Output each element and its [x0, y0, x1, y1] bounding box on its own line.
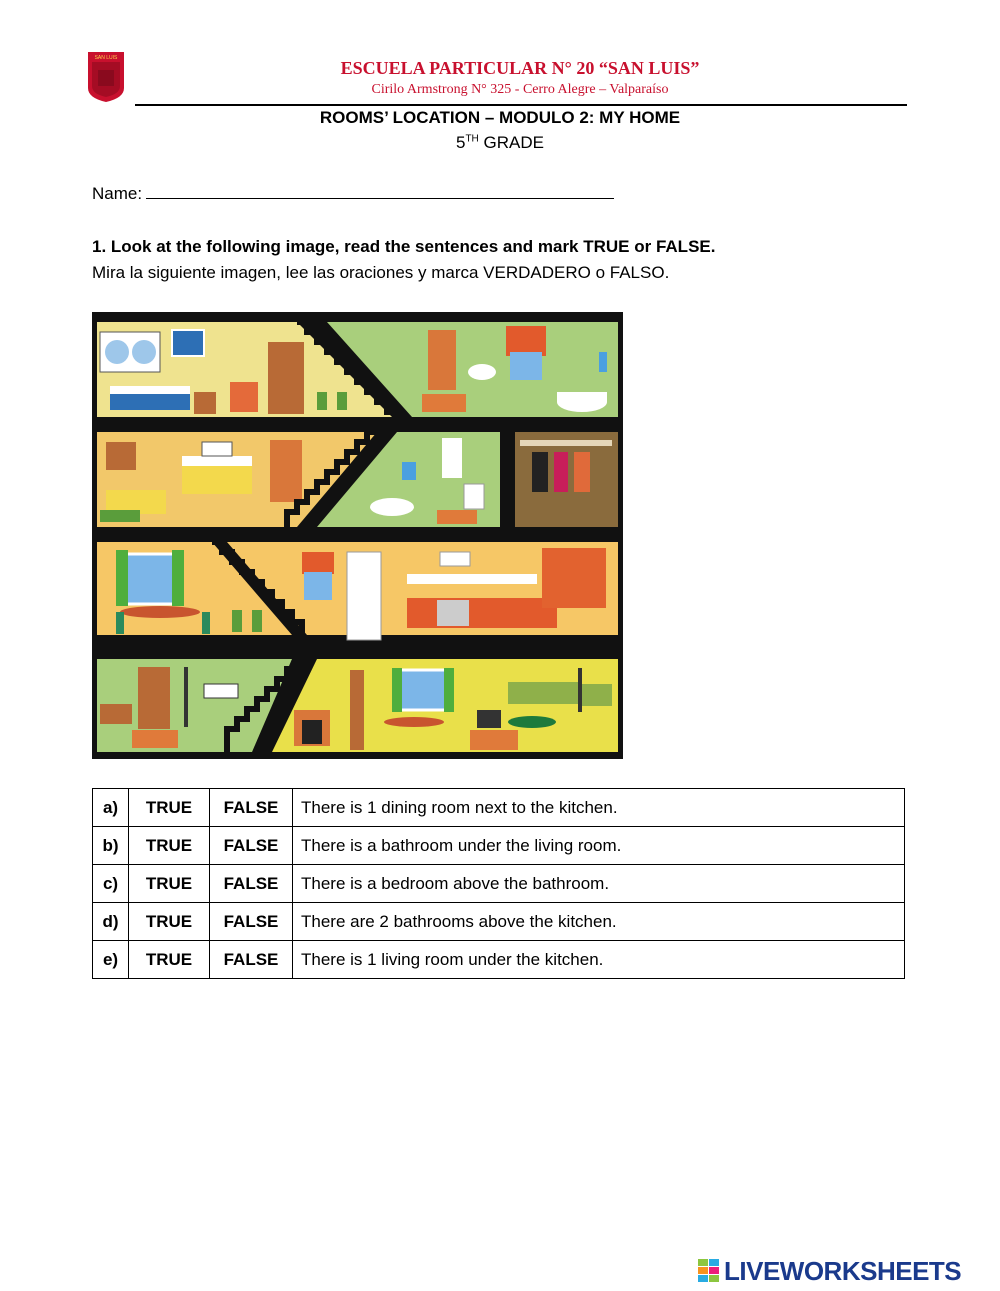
school-name: ESCUELA PARTICULAR N° 20 “SAN LUIS”	[340, 58, 700, 78]
table-row	[93, 903, 905, 941]
false-option[interactable]: FALSE	[210, 941, 293, 979]
grade-level	[150, 133, 850, 153]
true-option[interactable]: TRUE	[129, 941, 210, 979]
row-letter: d)	[93, 903, 129, 941]
header-divider	[135, 104, 907, 106]
brand-cubes-icon	[698, 1259, 720, 1283]
house-illustration	[92, 312, 623, 759]
false-option[interactable]: FALSE	[210, 827, 293, 865]
true-option[interactable]: TRUE	[129, 903, 210, 941]
grade-word: GRADE	[483, 133, 544, 152]
false-option[interactable]: FALSE	[210, 865, 293, 903]
true-false-table	[92, 788, 905, 979]
statement-text: There are 2 bathrooms above the kitchen.	[293, 903, 905, 941]
name-label: Name:	[92, 184, 143, 203]
table-row	[93, 865, 905, 903]
table-row	[93, 827, 905, 865]
grade-number: 5	[455, 133, 466, 152]
table-row	[93, 941, 905, 979]
true-option[interactable]: TRUE	[129, 789, 210, 827]
question-instruction-english: 1. Look at the following image, read the sentences and mark TRUE or FALSE.	[92, 237, 716, 256]
svg-text:SAN LUIS: SAN LUIS	[94, 55, 118, 61]
school-logo	[86, 50, 126, 104]
false-option[interactable]: FALSE	[210, 789, 293, 827]
school-address: Cirilo Armstrong N° 325 - Cerro Alegre – Valparaíso	[371, 82, 669, 97]
false-option[interactable]: FALSE	[210, 903, 293, 941]
question-instruction-spanish: Mira la siguiente imagen, lee las oraciones y marca VERDADERO o FALSO.	[92, 263, 670, 282]
page-title: ROOMS’ LOCATION – MODULO 2: MY HOME	[319, 108, 681, 127]
name-field	[92, 184, 614, 204]
statement-text: There is 1 dining room next to the kitchen.	[293, 789, 905, 827]
row-letter: a)	[93, 789, 129, 827]
row-letter: b)	[93, 827, 129, 865]
liveworksheets-logo	[698, 1256, 961, 1286]
true-option[interactable]: TRUE	[129, 827, 210, 865]
row-letter: e)	[93, 941, 129, 979]
statement-text: There is a bedroom above the bathroom.	[293, 865, 905, 903]
grade-suffix: TH	[465, 133, 479, 145]
row-letter: c)	[93, 865, 129, 903]
statement-text: There is 1 living room under the kitchen.	[293, 941, 905, 979]
true-option[interactable]: TRUE	[129, 865, 210, 903]
brand-name: LIVEWORKSHEETS	[724, 1256, 962, 1286]
name-input-line[interactable]	[146, 184, 614, 199]
statement-text: There is a bathroom under the living room.	[293, 827, 905, 865]
table-row	[93, 789, 905, 827]
